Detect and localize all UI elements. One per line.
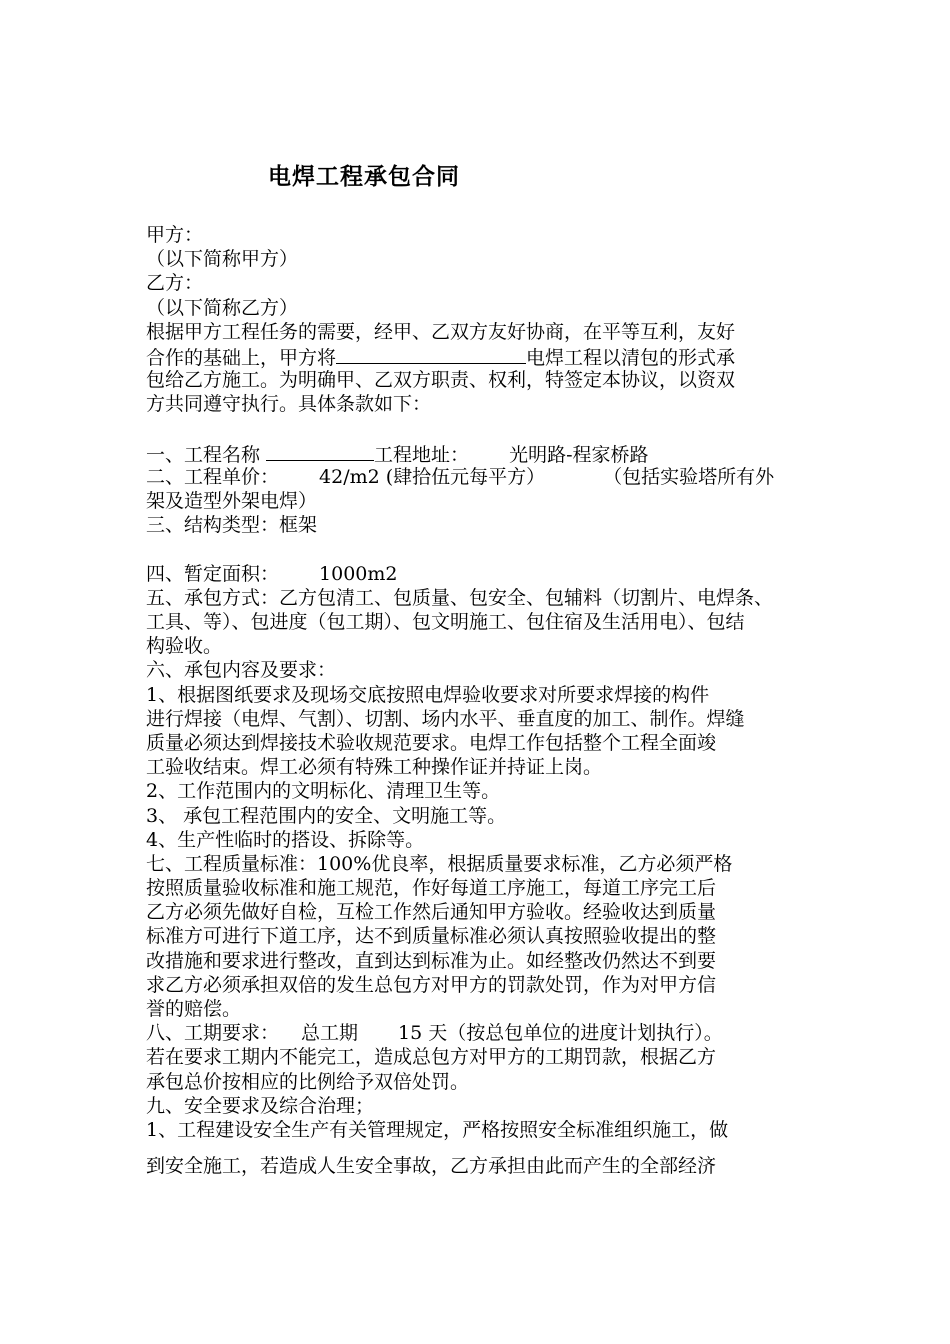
clause-9-1-line-1: 1、工程建设安全生产有关管理规定，严格按照安全标准组织施工，做 xyxy=(146,1118,729,1141)
party-a-note: （以下简称甲方） xyxy=(146,248,299,271)
clause-7-line-7: 誉的赔偿。 xyxy=(146,998,242,1020)
clause-5-line-1: 五、承包方式：乙方包清工、包质量、包安全、包辅料（切割片、电焊条、 xyxy=(146,586,774,609)
intro-line-4: 方共同遵守执行。具体条款如下： xyxy=(146,393,432,416)
project-name-blank xyxy=(336,344,526,364)
clause-6-1-line-2: 进行焊接（电焊、气割）、切割、场内水平、垂直度的加工、制作。焊缝 xyxy=(146,707,745,730)
clause-6-3: 3、 承包工程范围内的安全、文明施工等。 xyxy=(146,804,507,827)
party-b-label: 乙方： xyxy=(146,272,204,295)
clause-9: 九、安全要求及综合治理； xyxy=(146,1094,375,1117)
clause-7-line-6: 求乙方必须承担双倍的发生总包方对甲方的罚款处罚，作为对甲方信 xyxy=(146,973,717,996)
intro-line-2 xyxy=(146,344,814,368)
intro-line-3: 包给乙方施工。为明确甲、乙双方职责、权利，特签定本协议，以资双 xyxy=(146,369,736,392)
clause-7-line-3: 乙方必须先做好自检，互检工作然后通知甲方验收。经验收达到质量 xyxy=(146,901,717,924)
clause-5-line-2: 工具、等）、包进度（包工期）、包文明施工、包住宿及生活用电）、包结 xyxy=(146,611,745,633)
contract-body xyxy=(146,223,814,1178)
clause-4 xyxy=(146,562,814,586)
clause-5-line-3: 构验收。 xyxy=(146,635,223,658)
party-b-note: （以下简称乙方） xyxy=(146,296,299,319)
clause-8-line-2: 若在要求工期内不能完工，造成总包方对甲方的工期罚款，根据乙方 xyxy=(146,1046,717,1069)
spacer xyxy=(146,537,814,561)
clause-6-2: 2、工作范围内的文明标化、清理卫生等。 xyxy=(146,780,501,803)
project-title-blank xyxy=(266,441,374,461)
clause-2-label: 二、工程单价： xyxy=(146,465,280,488)
clause-3: 三、结构类型：框架 xyxy=(146,514,318,537)
clause-6: 六、承包内容及要求： xyxy=(146,659,337,682)
clause-1-address-label: 工程地址： xyxy=(374,443,470,466)
document-title: 电焊工程承包合同 xyxy=(268,163,460,190)
intro-line-2-start: 合作的基础上，甲方将 xyxy=(146,346,337,369)
clause-2 xyxy=(146,465,814,489)
clause-8-line-3: 承包总价按相应的比例给予双倍处罚。 xyxy=(146,1070,470,1093)
clause-7-line-4: 标准方可进行下道工序，达不到质量标准必须认真按照验收提出的整 xyxy=(146,925,717,948)
clause-6-1-line-4: 工验收结束。焊工必须有特殊工种操作证并持证上岗。 xyxy=(146,756,603,779)
clause-1-label: 一、工程名称 xyxy=(146,443,267,466)
party-a-label: 甲方： xyxy=(146,224,204,246)
clause-6-4: 4、生产性临时的搭设、拆除等。 xyxy=(146,828,425,851)
clause-2-note: （包括实验塔所有外 xyxy=(603,465,775,488)
clause-1 xyxy=(146,441,814,465)
clause-8-days: 15 天（按总包单位的进度计划执行）。 xyxy=(398,1022,723,1045)
clause-8 xyxy=(146,1021,814,1045)
clause-4-label: 四、暂定面积： xyxy=(146,562,280,585)
clause-6-1-line-3: 质量必须达到焊接技术验收规范要求。电焊工作包括整个工程全面竣 xyxy=(146,731,717,754)
clause-8-total: 总工期 xyxy=(301,1022,359,1045)
clause-2-price: 42/m2 (肆拾伍元每平方） xyxy=(319,465,546,488)
clause-2-continued: 架及造型外架电焊） xyxy=(146,490,318,513)
clause-8-label: 八、工期要求： xyxy=(146,1022,280,1045)
intro-line-1: 根据甲方工程任务的需要，经甲、乙双方友好协商，在平等互利，友好 xyxy=(146,320,736,343)
clause-4-area: 1000m2 xyxy=(319,562,398,585)
clause-7-line-5: 改措施和要求进行整改，直到达到标准为止。如经整改仍然达不到要 xyxy=(146,949,717,972)
spacer xyxy=(146,417,814,441)
intro-line-2-end: 电焊工程以清包的形式承 xyxy=(526,346,736,369)
clause-7-line-1: 七、工程质量标准：100%优良率，根据质量要求标准，乙方必须严格 xyxy=(146,852,733,875)
clause-1-address: 光明路-程家桥路 xyxy=(509,443,649,466)
clause-7-line-2: 按照质量验收标准和施工规范，作好每道工序施工，每道工序完工后 xyxy=(146,877,717,900)
clause-6-1-line-1: 1、根据图纸要求及现场交底按照电焊验收要求对所要求焊接的构件 xyxy=(146,683,710,706)
clause-9-1-line-2: 到安全施工，若造成人生安全事故，乙方承担由此而产生的全部经济 xyxy=(146,1155,717,1178)
